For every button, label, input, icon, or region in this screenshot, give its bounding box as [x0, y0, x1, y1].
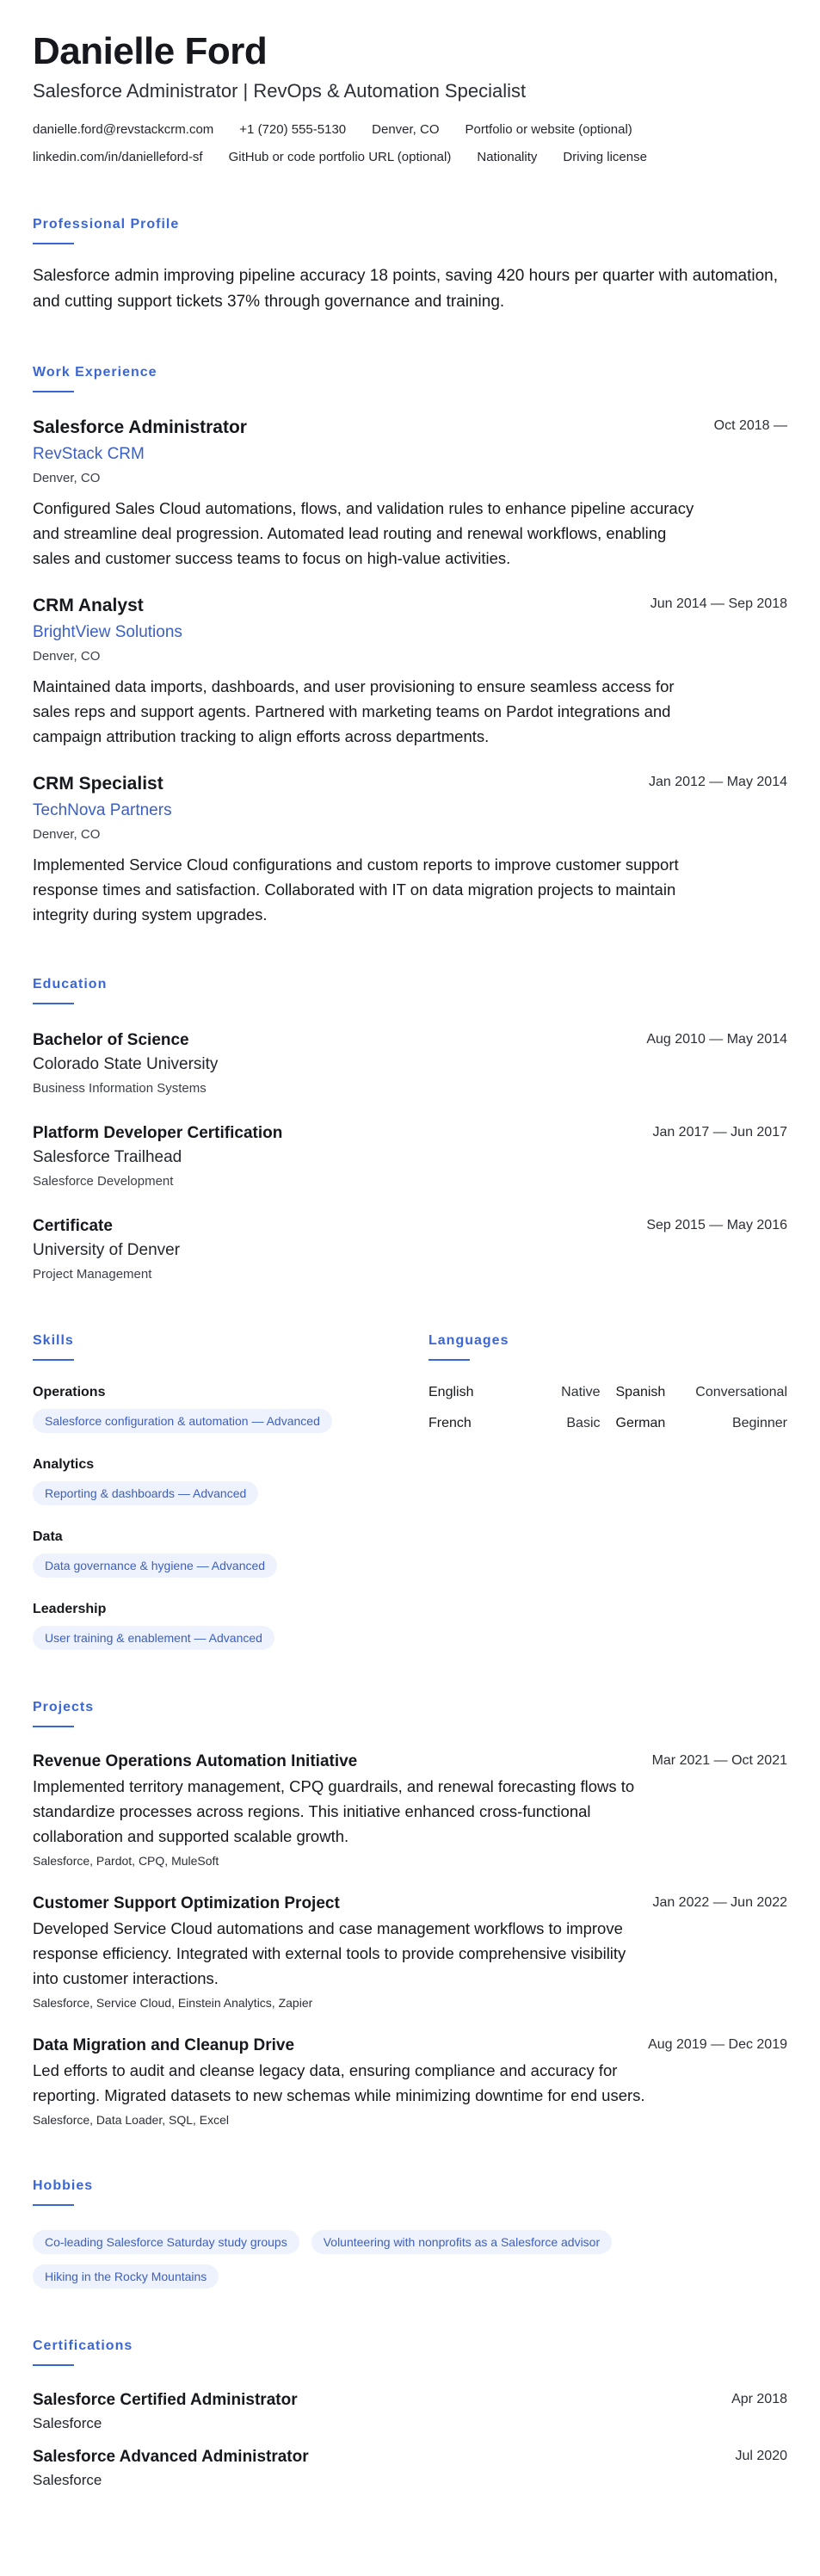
section-title: Hobbies: [33, 2178, 94, 2193]
section-divider: [33, 391, 74, 392]
profile-summary: Salesforce admin improving pipeline accuracy 18 points, saving 420 hours per quarter with automation, and cutting support tickets 37% through governance and training.: [33, 267, 779, 311]
section-title: Professional Profile: [33, 217, 180, 232]
project-entry: [33, 2035, 787, 2128]
section-title: Education: [33, 977, 108, 991]
language-item: [616, 1414, 788, 1433]
job-dates: Jun 2014 — Sep 2018: [650, 596, 787, 611]
certification-date: Jul 2020: [735, 2449, 787, 2463]
project-dates: Aug 2019 — Dec 2019: [648, 2037, 787, 2052]
contact-phone[interactable]: +1 (720) 555-5130: [239, 122, 347, 137]
field-of-study: Salesforce Development: [33, 1174, 174, 1189]
section-title: Skills: [33, 1333, 74, 1348]
language-level: Beginner: [731, 1416, 787, 1430]
hobby-tag: Co-leading Salesforce Saturday study groups: [33, 2230, 299, 2254]
language-name: German: [615, 1416, 666, 1430]
degree-title: Platform Developer Certification: [33, 1124, 283, 1142]
candidate-name: Danielle Ford: [33, 30, 268, 72]
project-tech-stack: Salesforce, Data Loader, SQL, Excel: [33, 2113, 230, 2127]
experience-entry: [33, 595, 787, 749]
job-description: Implemented Service Cloud configurations and custom reports to improve customer support response times and satisfaction. Collaborated with IT on data migration projects to maintain integrity during system upgrades.: [33, 856, 679, 924]
section-title: Certifications: [33, 2338, 133, 2353]
section-divider: [33, 2364, 74, 2366]
contact-portfolio[interactable]: Portfolio or website (optional): [465, 122, 632, 137]
skill-tag: Reporting & dashboards — Advanced: [33, 1481, 258, 1505]
language-item: [428, 1383, 601, 1402]
degree-title: Bachelor of Science: [33, 1031, 189, 1049]
education-entry: [33, 1216, 787, 1283]
project-name: Customer Support Optimization Project: [33, 1894, 340, 1912]
section-divider: [33, 1003, 74, 1004]
field-of-study: Business Information Systems: [33, 1081, 207, 1096]
project-name: Revenue Operations Automation Initiative: [33, 1752, 358, 1770]
education-dates: Aug 2010 — May 2014: [646, 1032, 787, 1047]
company-name: BrightView Solutions: [33, 623, 182, 641]
skill-group: [33, 1528, 428, 1578]
skill-tag: Salesforce configuration & automation — Advanced: [33, 1409, 332, 1433]
job-description: Configured Sales Cloud automations, flows, and validation rules to enhance pipeline accuracy and streamline deal progression. Automated lead routing and renewal workflows, enabling sales and customer success teams to focus on high-value activities.: [33, 499, 694, 567]
section-divider: [33, 243, 74, 244]
certification-entry: [33, 2390, 787, 2433]
education-dates: Jan 2017 — Jun 2017: [652, 1125, 787, 1140]
company-name: RevStack CRM: [33, 445, 145, 463]
languages-list: [428, 1383, 787, 1433]
job-title: Salesforce Administrator: [33, 417, 247, 437]
certification-name: Salesforce Certified Administrator: [33, 2391, 298, 2409]
certification-issuer: Salesforce: [33, 2472, 102, 2488]
section-divider: [428, 1359, 470, 1361]
profile-section: [33, 215, 787, 315]
hobby-tag: Hiking in the Rocky Mountains: [33, 2264, 219, 2289]
company-name: TechNova Partners: [33, 801, 172, 819]
language-level: Conversational: [695, 1385, 787, 1399]
project-description: Implemented territory management, CPQ guardrails, and renewal forecasting flows to standardize processes across regions. This initiative enhanced cross-functional collaboration and supported scalable growth.: [33, 1777, 635, 1845]
experience-entry: [33, 417, 787, 571]
hobby-tag: Volunteering with nonprofits as a Salesforce advisor: [311, 2230, 612, 2254]
project-description: Developed Service Cloud automations and case management workflows to improve response efficiency. Integrated with external tools to provide comprehensive visibility into customer interactions.: [33, 1919, 626, 1987]
job-dates: Jan 2012 — May 2014: [649, 775, 787, 789]
job-description: Maintained data imports, dashboards, and user provisioning to ensure seamless access for sales reps and support agents. Partnered with marketing teams on Pardot integrations and campaign attribution tracking to align efforts across departments.: [33, 677, 675, 745]
certification-issuer: Salesforce: [33, 2415, 102, 2431]
certification-name: Salesforce Advanced Administrator: [33, 2448, 309, 2466]
language-level: Basic: [566, 1416, 601, 1430]
job-location: Denver, CO: [33, 827, 101, 842]
section-divider: [33, 2204, 74, 2206]
job-dates: Oct 2018 —: [713, 418, 787, 433]
education-entry: [33, 1030, 787, 1097]
education-entry: [33, 1123, 787, 1190]
job-title: CRM Specialist: [33, 774, 163, 794]
section-divider: [33, 1726, 74, 1727]
education-dates: Sep 2015 — May 2016: [646, 1218, 787, 1232]
section-title: Projects: [33, 1700, 95, 1714]
hobbies-list: [33, 2223, 721, 2289]
section-title: Work Experience: [33, 365, 157, 380]
school-name: University of Denver: [33, 1241, 181, 1259]
contact-driving-license: Driving license: [563, 150, 647, 164]
language-name: French: [428, 1416, 472, 1430]
degree-title: Certificate: [33, 1217, 113, 1235]
project-entry: [33, 1893, 787, 2011]
field-of-study: Project Management: [33, 1267, 152, 1282]
project-dates: Mar 2021 — Oct 2021: [651, 1753, 787, 1768]
skill-group: [33, 1455, 428, 1505]
language-item: [616, 1383, 788, 1402]
languages-section: [428, 1331, 787, 1650]
contact-location: Denver, CO: [372, 122, 440, 137]
projects-section: [33, 1698, 787, 2128]
job-location: Denver, CO: [33, 649, 101, 664]
language-item: [428, 1414, 601, 1433]
education-section: [33, 975, 787, 1283]
skills-languages-row: [33, 1331, 787, 1650]
certification-date: Apr 2018: [731, 2392, 787, 2406]
skill-tag: Data governance & hygiene — Advanced: [33, 1554, 277, 1578]
project-entry: [33, 1751, 787, 1869]
section-title: Languages: [428, 1333, 509, 1348]
job-location: Denver, CO: [33, 471, 101, 485]
skills-section: [33, 1331, 428, 1650]
project-tech-stack: Salesforce, Pardot, CPQ, MuleSoft: [33, 1854, 219, 1868]
certification-entry: [33, 2447, 787, 2490]
resume-header: [33, 29, 787, 167]
skill-group: [33, 1383, 428, 1433]
contact-nationality: Nationality: [477, 150, 538, 164]
hobbies-section: [33, 2177, 787, 2289]
section-divider: [33, 1359, 74, 1361]
language-name: Spanish: [615, 1385, 666, 1399]
project-description: Led efforts to audit and cleanse legacy data, ensuring compliance and accuracy for reporting. Migrated datasets to new schemas while minimizing downtime for end users.: [33, 2061, 645, 2104]
project-dates: Jan 2022 — Jun 2022: [652, 1895, 787, 1910]
skill-category: Leadership: [33, 1602, 107, 1616]
job-title: CRM Analyst: [33, 596, 144, 615]
contact-linkedin[interactable]: linkedin.com/in/danielleford-sf: [33, 150, 203, 164]
school-name: Salesforce Trailhead: [33, 1148, 182, 1166]
language-name: English: [428, 1385, 474, 1399]
project-name: Data Migration and Cleanup Drive: [33, 2036, 295, 2054]
project-tech-stack: Salesforce, Service Cloud, Einstein Analytics, Zapier: [33, 1996, 313, 2010]
skill-group: [33, 1600, 428, 1650]
experience-section: [33, 363, 787, 927]
contact-github[interactable]: GitHub or code portfolio URL (optional): [228, 150, 452, 164]
skill-category: Analytics: [33, 1457, 95, 1472]
contact-info: [33, 120, 787, 167]
language-level: Native: [561, 1385, 601, 1399]
school-name: Colorado State University: [33, 1055, 219, 1073]
contact-email[interactable]: danielle.ford@revstackcrm.com: [33, 122, 214, 137]
candidate-headline: Salesforce Administrator | RevOps & Automation Specialist: [33, 80, 527, 102]
certifications-section: [33, 2337, 787, 2490]
skill-category: Data: [33, 1529, 63, 1544]
skill-tag: User training & enablement — Advanced: [33, 1626, 274, 1650]
skill-category: Operations: [33, 1385, 106, 1399]
experience-entry: [33, 773, 787, 927]
